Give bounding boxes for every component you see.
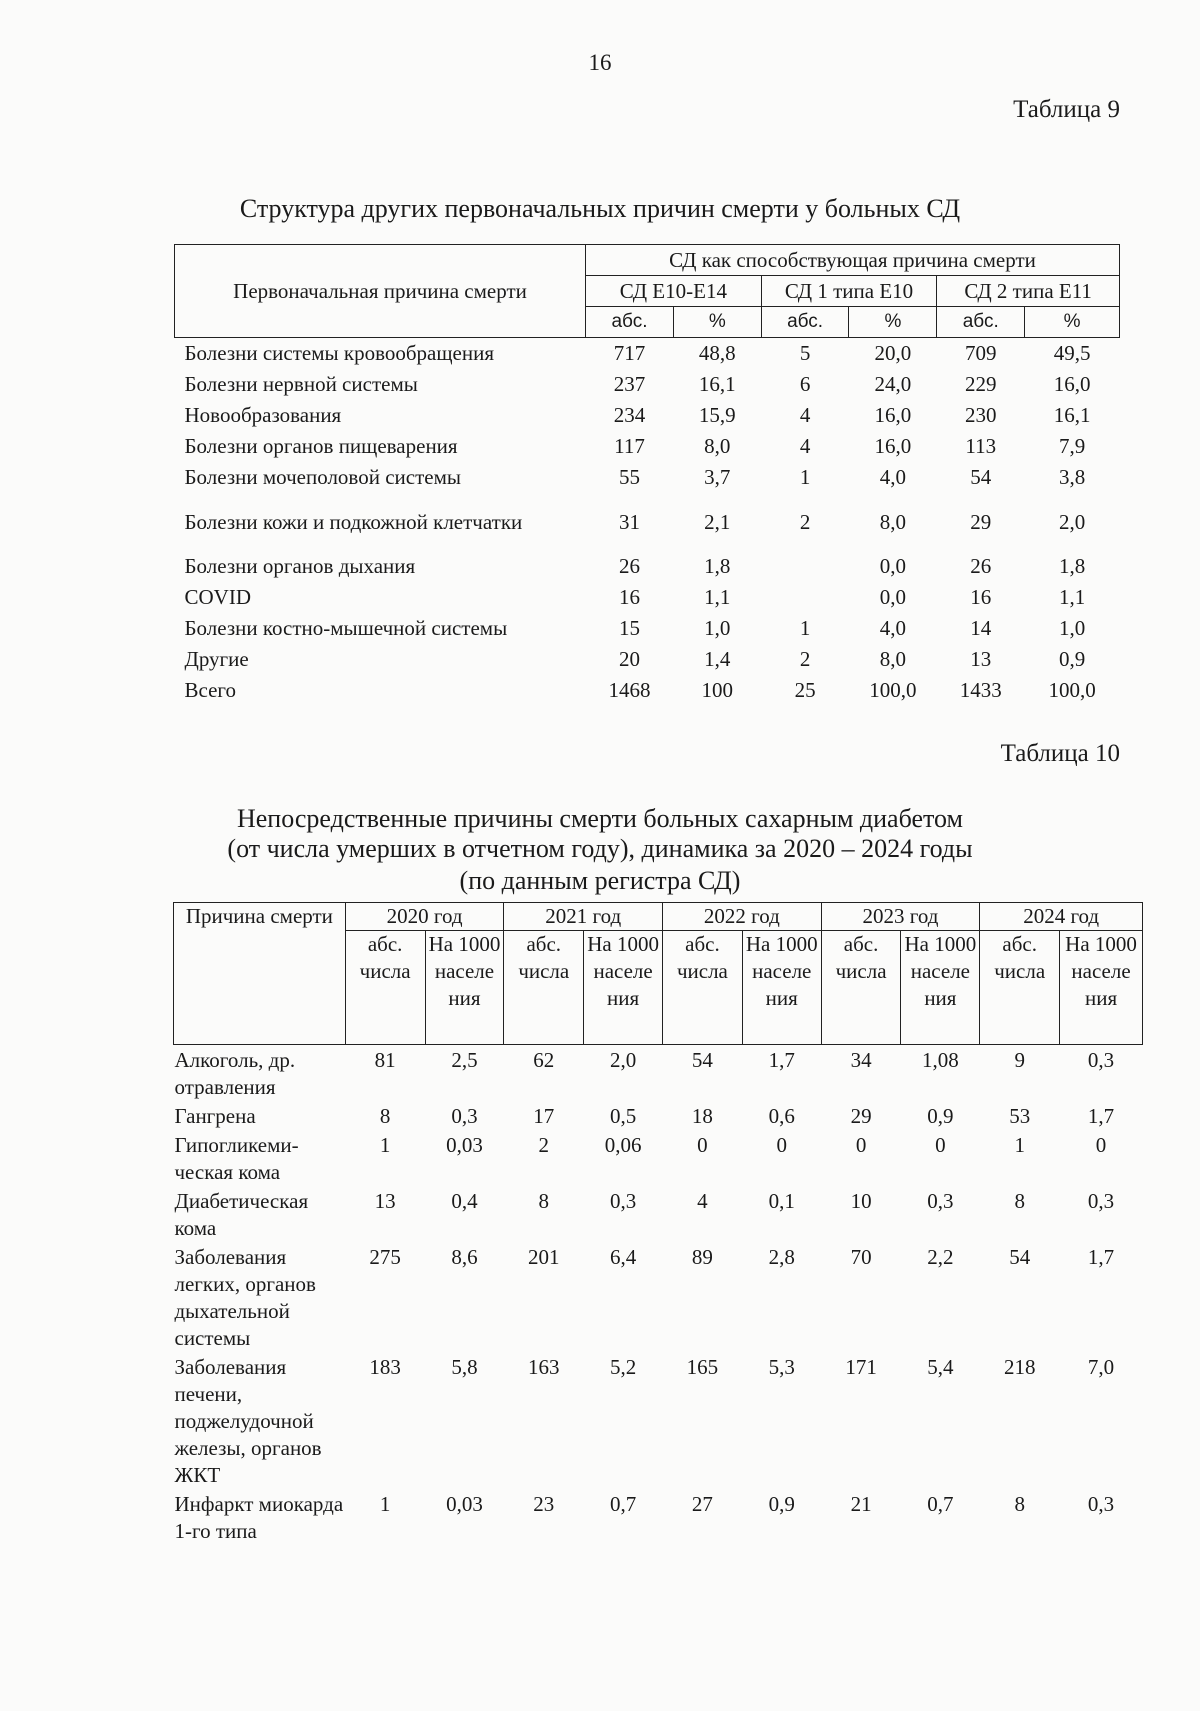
table-9-value-cell: 1 (799, 616, 811, 640)
table-row (174, 1489, 1143, 1545)
table-10-value-cell: 0,6 (768, 1104, 795, 1128)
table-9-value-cell: 16 (970, 585, 992, 609)
table-9-cause-cell: Болезни мочеполовой системы (184, 465, 461, 489)
table-9-group-header: СД как способствующая причина смерти (586, 245, 1120, 276)
table-10-value-cell: 1 (379, 1492, 391, 1516)
table-9-value-cell: 16,1 (698, 372, 736, 396)
table-9-value-cell: 1,8 (1058, 554, 1086, 578)
table-9-value-cell: 229 (964, 372, 997, 396)
table-10-cause-cell: Алкоголь, др. отравления (174, 1048, 296, 1099)
table-10-value-cell: 0,9 (768, 1492, 795, 1516)
table-9-value-cell: 1433 (959, 678, 1002, 702)
table-row (175, 644, 1120, 675)
table-9-unit-header: % (849, 307, 937, 338)
table-9-value-cell: 14 (970, 616, 992, 640)
table-10-value-cell: 27 (691, 1492, 713, 1516)
table-9-unit-header: абс. (937, 307, 1025, 338)
table-9-value-cell: 5 (799, 341, 811, 365)
table-10-value-cell: 2,8 (768, 1245, 795, 1269)
table-9-value-cell: 48,8 (698, 341, 736, 365)
table-10-title-line: (от числа умерших в отчетном году), динамика за 2020 – 2024 годы (227, 834, 973, 863)
table-9-value-cell: 1,1 (704, 585, 731, 609)
table-9-value-cell: 117 (614, 434, 645, 458)
table-9-value-cell: 4 (799, 434, 811, 458)
table-9-cause-cell: Болезни органов пищеварения (184, 434, 458, 458)
table-10-per-1000-header: На 1000 населе ния (901, 931, 980, 1045)
table-10-value-cell: 9 (1014, 1048, 1025, 1072)
table-10-title-line: Непосредственные причины смерти больных сахарным диабетом (236, 804, 964, 833)
table-row (174, 1045, 1143, 1102)
table-9-value-cell: 1468 (608, 678, 651, 702)
table-10-value-cell: 2 (538, 1133, 550, 1157)
table-10-value-cell: 0 (935, 1133, 946, 1157)
table-9-value-cell: 100,0 (1048, 678, 1096, 702)
table-10-year-header: 2021 год (504, 903, 663, 931)
table-9-cause-cell: Болезни костно-мышечной системы (184, 616, 508, 640)
table-row (175, 582, 1120, 613)
table-9-value-cell: 8,0 (879, 509, 907, 534)
table-9-value-cell: 4,0 (879, 465, 907, 489)
table-10-value-cell: 81 (374, 1048, 396, 1072)
table-10-cause-cell: Инфаркт миокарда 1-го типа (174, 1492, 344, 1543)
table-10-value-cell: 0,06 (604, 1133, 642, 1157)
table-9-value-cell: 4 (799, 403, 811, 427)
table-10-abs-header: абс. числа (504, 931, 584, 1045)
table-10-value-cell: 5,2 (609, 1355, 637, 1379)
table-9-value-cell: 100 (701, 678, 734, 702)
table-10-value-cell: 8 (1014, 1492, 1025, 1516)
table-9-value-cell: 26 (618, 554, 640, 578)
table-9-unit-header: абс. (761, 307, 849, 338)
table-9-subgroup-header: СД Е10-Е14 (586, 276, 762, 307)
table-9-value-cell: 2 (799, 647, 811, 671)
table-9-value-cell: 230 (964, 403, 997, 427)
table-9-value-cell: 1,1 (1058, 585, 1086, 609)
table-9-value-cell: 1,8 (704, 554, 731, 578)
table-10-value-cell: 0,3 (927, 1189, 954, 1213)
table-9-value-cell: 13 (970, 647, 992, 671)
table-9-value-cell: 8,0 (879, 647, 907, 671)
table-10-value-cell: 8 (1014, 1189, 1025, 1213)
table-10-value-cell: 1 (1014, 1133, 1025, 1157)
table-10-value-cell: 0,3 (451, 1104, 478, 1128)
table-9-unit-header: абс. (586, 307, 674, 338)
table-row (175, 400, 1120, 431)
table-9-value-cell: 1,0 (704, 616, 731, 640)
table-row (175, 551, 1120, 582)
table-10-per-1000-header: На 1000 населе ния (742, 931, 821, 1045)
table-10-value-cell: 0,9 (927, 1104, 954, 1128)
table-9-cause-header: Первоначальная причина смерти (175, 245, 586, 338)
table-9-value-cell: 20,0 (874, 341, 912, 365)
table-9-value-cell: 29 (970, 509, 992, 534)
table-10-per-1000-header: На 1000 населе ния (1060, 931, 1143, 1045)
table-10-value-cell: 2,5 (451, 1048, 478, 1072)
table-9-cause-cell: Другие (184, 647, 249, 671)
table-9-value-cell: 24,0 (874, 372, 912, 396)
table-10-cause-cell: Гипогликеми-ческая кома (174, 1133, 299, 1184)
table-row (175, 431, 1120, 462)
table-10-value-cell: 0,03 (446, 1492, 483, 1516)
table-9-subgroup-header: СД 2 типа Е11 (937, 276, 1120, 307)
table-10-cause-cell: Диабетическая кома (174, 1189, 309, 1240)
table-row (174, 1101, 1143, 1130)
table-10-value-cell: 1 (379, 1133, 391, 1157)
table-10-value-cell: 23 (533, 1492, 555, 1516)
table-row (175, 369, 1120, 400)
table-9-value-cell: 26 (970, 554, 992, 578)
table-10-cause-header: Причина смерти (174, 903, 346, 1045)
table-9-value-cell: 54 (970, 465, 992, 489)
table-10-value-cell: 89 (691, 1245, 713, 1269)
table-10-value-cell: 8,6 (451, 1245, 478, 1269)
table-10-year-header: 2023 год (821, 903, 980, 931)
table-10-value-cell: 0,3 (609, 1189, 637, 1213)
table-10-value-cell: 0 (855, 1133, 867, 1157)
table-10-value-cell: 2,2 (927, 1245, 954, 1269)
table-10-value-cell: 0,3 (1087, 1048, 1115, 1072)
table-10-value-cell: 0 (776, 1133, 787, 1157)
table-9-cause-cell: Болезни кожи и подкожной клетчатки (184, 509, 523, 534)
table-9-value-cell: 15,9 (698, 403, 736, 427)
table-10-value-cell: 5,4 (927, 1355, 954, 1379)
table-10-value-cell: 183 (369, 1355, 401, 1379)
table-10-per-1000-header: На 1000 населе ния (425, 931, 504, 1045)
table-9-value-cell: 31 (618, 509, 640, 534)
table-row (175, 675, 1120, 706)
table-10-value-cell: 0,1 (768, 1189, 795, 1213)
table-9-cause-cell: Болезни системы кровообращения (184, 341, 494, 365)
table-10-value-cell: 17 (533, 1104, 555, 1128)
table-9-value-cell: 25 (794, 678, 816, 702)
table-10-value-cell: 34 (850, 1048, 872, 1072)
table-10-value-cell: 54 (691, 1048, 713, 1072)
table-9-cause-cell: Всего (184, 678, 236, 702)
table-10-value-cell: 0,7 (927, 1492, 954, 1516)
table-10-value-cell: 0,5 (609, 1104, 637, 1128)
table-9-value-cell: 7,9 (1058, 434, 1086, 458)
table-row (175, 462, 1120, 493)
table-9-unit-header: % (1025, 307, 1120, 338)
table-9-cause-cell: Болезни органов дыхания (184, 554, 416, 578)
table-10-value-cell: 6,4 (609, 1245, 637, 1269)
table-9-value-cell: 1,4 (704, 647, 731, 671)
table-9-value-cell: 16,0 (874, 434, 912, 458)
table-10-value-cell: 218 (1003, 1355, 1036, 1379)
table-row (174, 1242, 1143, 1352)
table-10 (173, 902, 1143, 1545)
table-9-value-cell (761, 551, 849, 582)
table-10-value-cell: 70 (850, 1245, 872, 1269)
table-9-value-cell: 3,7 (704, 465, 731, 489)
table-9-value-cell: 709 (964, 341, 997, 365)
table-10-value-cell: 0 (697, 1133, 708, 1157)
table-10-value-cell: 53 (1009, 1104, 1031, 1128)
table-9-value-cell (761, 582, 849, 613)
table-10-value-cell: 0,03 (446, 1133, 483, 1157)
table-10-cause-cell: Заболевания легких, органов дыхательной системы (174, 1245, 316, 1350)
table-9-value-cell: 0,0 (879, 554, 907, 578)
table-row (175, 338, 1120, 370)
table-10-abs-header: абс. числа (821, 931, 901, 1045)
table-9-value-cell: 2,0 (1058, 509, 1086, 534)
table-9-value-cell: 717 (613, 341, 646, 365)
table-9-value-cell: 49,5 (1053, 341, 1091, 365)
table-9-value-cell: 1 (799, 465, 811, 489)
table-9-value-cell: 4,0 (879, 616, 907, 640)
table-10-value-cell: 0 (1095, 1133, 1107, 1157)
table-10-value-cell: 1,08 (922, 1048, 959, 1072)
table-10-label: Таблица 10 (1000, 740, 1120, 767)
table-10-value-cell: 0,3 (1087, 1189, 1115, 1213)
table-10-abs-header: абс. числа (663, 931, 743, 1045)
table-9-value-cell: 16,1 (1053, 403, 1091, 427)
table-9-value-cell: 16 (618, 585, 640, 609)
table-10-cause-cell: Гангрена (174, 1104, 256, 1128)
table-9-value-cell: 113 (965, 434, 997, 458)
table-9-value-cell: 234 (613, 403, 646, 427)
table-10-value-cell: 201 (528, 1245, 560, 1269)
table-10-abs-header: абс. числа (980, 931, 1060, 1045)
table-10-value-cell: 165 (686, 1355, 719, 1379)
table-9-value-cell: 15 (618, 616, 640, 640)
table-9-value-cell: 0,0 (879, 585, 907, 609)
table-9-value-cell: 55 (618, 465, 640, 489)
page-number: 16 (588, 50, 612, 75)
table-10-value-cell: 13 (374, 1189, 396, 1213)
table-10-value-cell: 1,7 (768, 1048, 795, 1072)
table-9-value-cell: 16,0 (874, 403, 912, 427)
table-9-unit-header: % (673, 307, 761, 338)
table-10-value-cell: 163 (528, 1355, 560, 1379)
table-9-value-cell: 6 (799, 372, 811, 396)
table-10-value-cell: 1,7 (1087, 1104, 1115, 1128)
table-row (174, 1130, 1143, 1186)
table-10-value-cell: 5,3 (768, 1355, 795, 1379)
table-9-title: Структура других первоначальных причин смерти у больных СД (239, 194, 961, 223)
table-10-value-cell: 0,7 (609, 1492, 637, 1516)
table-10-abs-header: абс. числа (345, 931, 425, 1045)
table-9-value-cell: 16,0 (1053, 372, 1091, 396)
table-10-per-1000-header: На 1000 населе ния (584, 931, 663, 1045)
table-9-value-cell: 2,1 (704, 509, 731, 534)
table-row (174, 1186, 1143, 1242)
table-row (174, 1352, 1143, 1489)
table-10-value-cell: 171 (845, 1355, 877, 1379)
table-10-value-cell: 10 (850, 1189, 872, 1213)
table-10-value-cell: 62 (533, 1048, 555, 1072)
table-9-cause-cell: Болезни нервной системы (184, 372, 418, 396)
table-10-value-cell: 8 (379, 1104, 391, 1128)
table-10-value-cell: 54 (1009, 1245, 1031, 1269)
table-10-title-line: (по данным регистра СД) (459, 866, 741, 895)
table-row (175, 493, 1120, 551)
table-9-value-cell: 8,0 (704, 434, 731, 458)
table-10-value-cell: 0,4 (451, 1189, 478, 1213)
table-10-value-cell: 0,3 (1087, 1492, 1115, 1516)
table-10-year-header: 2022 год (663, 903, 822, 931)
table-10-year-header: 2020 год (345, 903, 504, 931)
table-10-value-cell: 7,0 (1087, 1355, 1115, 1379)
table-9-value-cell: 1,0 (1058, 616, 1086, 640)
table-9-cause-cell: Новообразования (184, 403, 342, 427)
table-10-value-cell: 1,7 (1087, 1245, 1115, 1269)
table-10-value-cell: 21 (850, 1492, 872, 1516)
table-9-value-cell: 0,9 (1058, 647, 1086, 671)
table-9-value-cell: 237 (613, 372, 646, 396)
table-9-cause-cell: COVID (184, 585, 251, 609)
table-10-value-cell: 8 (538, 1189, 550, 1213)
table-10-value-cell: 275 (369, 1245, 401, 1269)
table-9 (174, 244, 1120, 706)
table-10-value-cell: 29 (850, 1104, 872, 1128)
table-9-value-cell: 2 (799, 509, 811, 534)
table-10-value-cell: 18 (691, 1104, 713, 1128)
table-9-value-cell: 3,8 (1058, 465, 1086, 489)
table-10-value-cell: 4 (697, 1189, 708, 1213)
table-9-value-cell: 20 (618, 647, 640, 671)
table-9-value-cell: 100,0 (869, 678, 917, 702)
table-9-subgroup-header: СД 1 типа Е10 (761, 276, 937, 307)
table-row (175, 613, 1120, 644)
table-10-value-cell: 5,8 (451, 1355, 478, 1379)
table-10-year-header: 2024 год (980, 903, 1143, 931)
table-10-value-cell: 2,0 (609, 1048, 637, 1072)
table-9-label: Таблица 9 (1013, 96, 1120, 123)
table-10-cause-cell: Заболевания печени, поджелудочной железы, органов ЖКТ (174, 1355, 322, 1487)
